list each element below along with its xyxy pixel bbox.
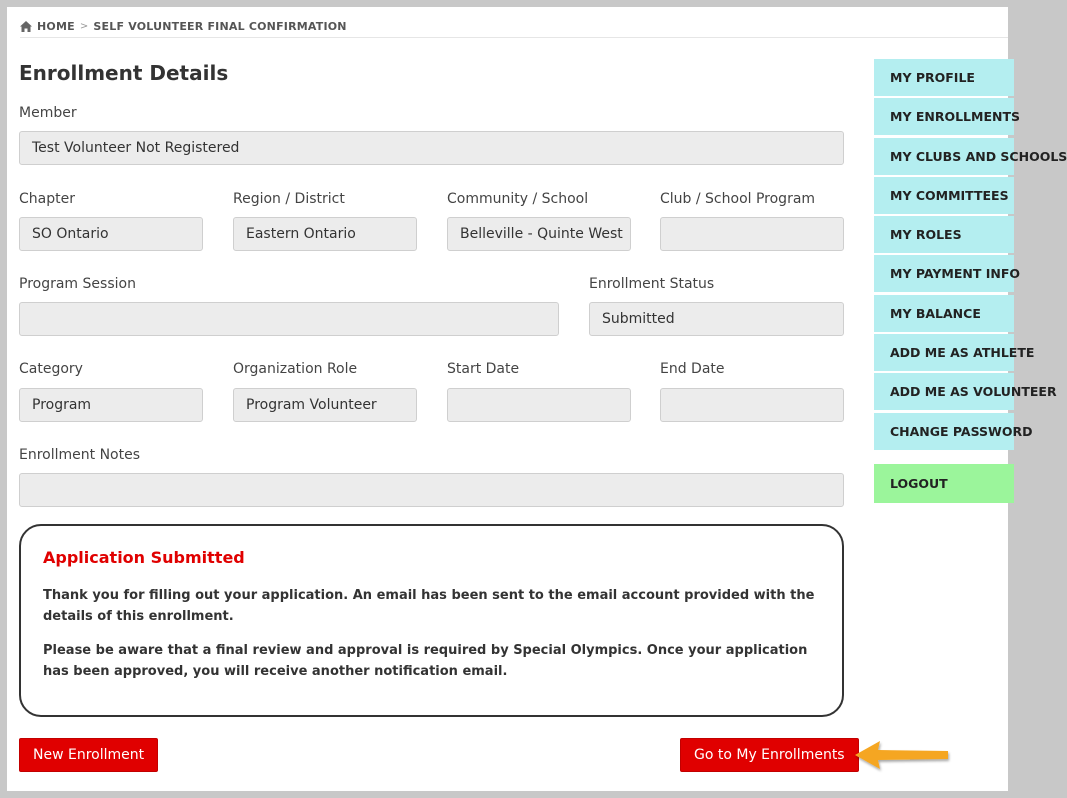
sidebar-item-my-balance[interactable]: MY BALANCE [874,295,1014,332]
account-sidebar [874,59,1067,452]
sidebar-item-my-payment-info[interactable]: MY PAYMENT INFO [874,255,1014,292]
club-label: Club / School Program [660,191,816,207]
notice-title: Application Submitted [43,548,245,567]
enrollment-status-field[interactable]: Submitted [589,302,844,336]
chapter-label: Chapter [19,191,75,207]
enrollment-notes-field[interactable] [19,473,844,507]
notice-paragraph-approval: Please be aware that a final review and approval is required by Special Olympics. Once your application has been approved, you will receive another notification email. [43,643,808,679]
region-field[interactable]: Eastern Ontario [233,217,417,251]
sidebar-item-my-enrollments[interactable]: MY ENROLLMENTS [874,98,1014,135]
region-label: Region / District [233,191,345,207]
page-frame [7,7,1067,791]
annotation-arrow-icon [852,738,952,774]
club-field[interactable] [660,217,844,251]
page-title: Enrollment Details [19,61,229,85]
sidebar-item-my-roles[interactable]: MY ROLES [874,216,1014,253]
breadcrumb [20,13,347,39]
community-field[interactable]: Belleville - Quinte West [447,217,631,251]
member-field[interactable]: Test Volunteer Not Registered [19,131,844,165]
start-date-field[interactable] [447,388,631,422]
notice-paragraph-email: Thank you for filling out your application. An email has been sent to the email account provided with the details of this enrollment. [43,588,815,624]
enrollment-notes-label: Enrollment Notes [19,447,141,463]
start-date-label: Start Date [447,361,520,377]
chapter-field[interactable]: SO Ontario [19,217,203,251]
breadcrumb-home-link[interactable]: HOME [37,19,75,33]
home-icon[interactable] [20,21,32,32]
sidebar-item-add-me-as-athlete[interactable]: ADD ME AS ATHLETE [874,334,1014,371]
organization-role-label: Organization Role [233,361,358,377]
sidebar-item-change-password[interactable]: CHANGE PASSWORD [874,413,1014,450]
sidebar-item-my-profile[interactable]: MY PROFILE [874,59,1014,96]
sidebar-item-add-me-as-volunteer[interactable]: ADD ME AS VOLUNTEER [874,373,1014,410]
sidebar-item-my-clubs-and-schools[interactable]: MY CLUBS AND SCHOOLS [874,138,1014,175]
community-label: Community / School [447,191,589,207]
member-label: Member [19,105,77,121]
enrollment-status-label: Enrollment Status [589,276,715,292]
end-date-label: End Date [660,361,725,377]
program-session-label: Program Session [19,276,136,292]
category-field[interactable]: Program [19,388,203,422]
application-submitted-notice [19,524,844,717]
program-session-field[interactable] [19,302,559,336]
sidebar-item-my-committees[interactable]: MY COMMITTEES [874,177,1014,214]
breadcrumb-separator: > [79,20,89,32]
breadcrumb-current: SELF VOLUNTEER FINAL CONFIRMATION [93,19,347,33]
end-date-field[interactable] [660,388,844,422]
organization-role-field[interactable]: Program Volunteer [233,388,417,422]
breadcrumb-divider [20,37,1008,38]
sidebar-item-logout[interactable]: LOGOUT [874,464,1014,503]
go-to-my-enrollments-button[interactable]: Go to My Enrollments [680,738,859,772]
category-label: Category [19,361,83,377]
new-enrollment-button[interactable]: New Enrollment [19,738,158,772]
